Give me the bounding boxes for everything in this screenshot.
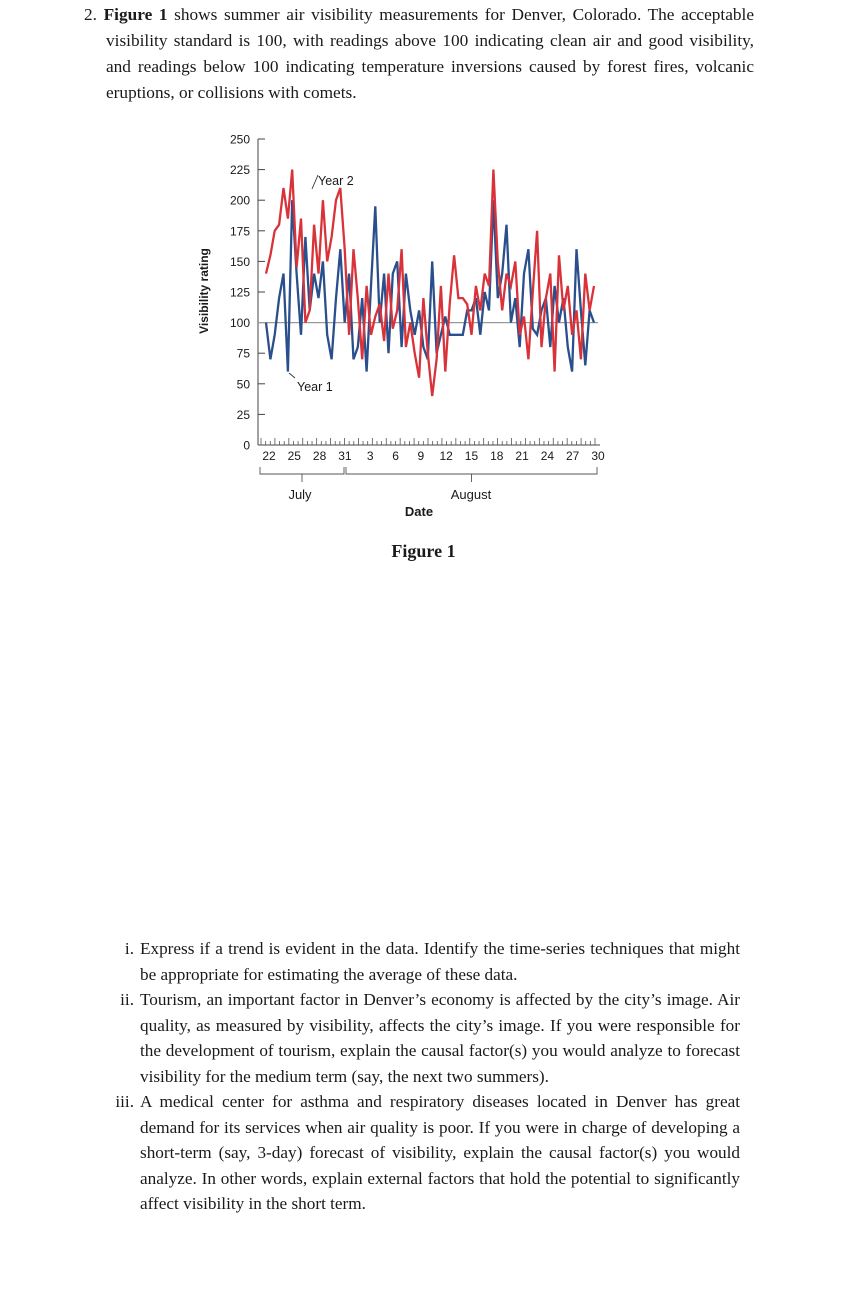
y-axis-label: Visibility rating [197,248,211,334]
y-tick-label: 100 [229,316,250,331]
y-tick-label: 150 [229,254,250,269]
x-tick-label: 18 [490,449,504,463]
question-text: A medical center for asthma and respiratory diseases located in Denver has great demand for its services when air quality is poor. If you were in charge of developing a short-term (say, 3-day) forecast of visibility, explain the causal factor(s) you would analyze. In other words, explain external factors that hold the potential to significantly affect visibility in the short term. [140,1092,740,1213]
question-item [100,1089,740,1217]
y-tick-label: 125 [229,285,250,300]
y-tick-label: 200 [229,193,250,208]
y-tick-label: 25 [236,407,250,422]
x-tick-label: 30 [591,449,605,463]
x-tick-label: 9 [417,449,425,463]
x-tick-label: 3 [366,449,374,463]
x-axis-label: Date [404,504,434,519]
x-tick-label: 24 [540,449,555,463]
annotation-year-2: Year 2 [318,174,354,188]
visibility-chart [0,120,847,520]
problem-number: 2. [84,5,97,24]
problem-paragraph [84,2,754,106]
x-axis [258,438,605,502]
problem-text: shows summer air visibility measurements for Denver, Colorado. The acceptable visibility standard is 100, with readings above 100 indicating clean air and good visibility, and readings below 100 indicating temperature inversions caused by forest fires, volcanic eruptions, or collisions with comets. [106,5,754,102]
figure-caption: Figure 1 [391,541,456,561]
x-tick-label: 25 [287,449,301,463]
y-tick-label: 175 [229,224,250,239]
x-tick-label: 27 [566,449,580,463]
question-text: Tourism, an important factor in Denver’s economy is affected by the city’s image. Air quality, as measured by visibility, affects the city’s image. If you were responsible for the development of tourism, explain the causal factor(s) you would analyze to forecast visibility for the medium term (say, the next two summers). [140,990,740,1086]
series-group [266,170,594,396]
y-tick-label: 225 [229,163,250,178]
x-tick-label: 31 [338,449,352,463]
x-tick-label: 21 [515,449,529,463]
month-label: August [450,487,492,502]
question-number: ii. [120,990,134,1009]
figure-reference: Figure 1 [103,5,168,24]
question-text: Express if a trend is evident in the data. Identify the time-series techniques that might be appropriate for estimating the average of these data. [140,939,740,984]
y-tick-label: 75 [236,346,250,361]
annotation-leader [289,373,295,378]
question-item [100,936,740,987]
x-tick-label: 28 [312,449,327,463]
y-tick-label: 250 [229,132,250,147]
x-tick-label: 6 [392,449,399,463]
y-tick-label: 0 [243,438,250,453]
annotation-year-1: Year 1 [297,380,333,394]
question-item [100,987,740,1089]
question-list [100,936,740,1217]
month-label: July [288,487,312,502]
x-tick-label: 15 [464,449,479,463]
y-axis [230,133,265,453]
problem-statement [84,2,754,106]
month-bracket [260,467,344,482]
y-tick-label: 50 [236,377,250,392]
x-tick-label: 22 [262,449,276,463]
x-tick-label: 12 [439,449,453,463]
question-number: iii. [115,1092,134,1111]
month-bracket [346,467,597,482]
question-number: i. [124,939,134,958]
